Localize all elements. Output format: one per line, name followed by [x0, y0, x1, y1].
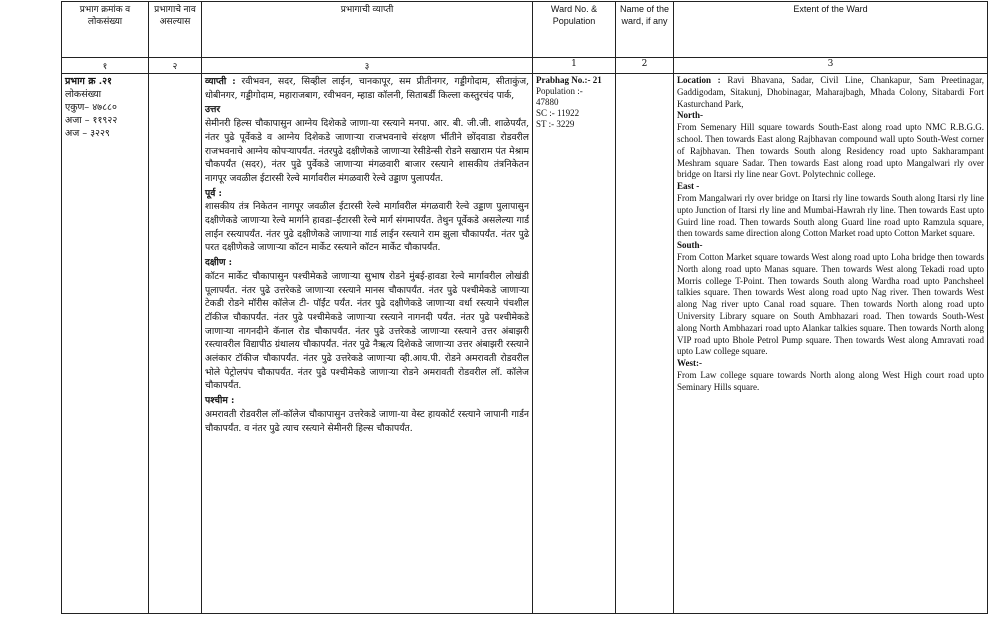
ward-row [62, 74, 988, 614]
north-label-mr: उत्तर [205, 104, 221, 116]
column-number: 3 [674, 58, 988, 74]
header-prabhag-extent: प्रभागाची व्याप्ती [202, 2, 533, 58]
population-label-en: Population :- [536, 86, 583, 96]
south-label-en: South- [677, 240, 703, 251]
header-ward-population: Ward No. & Population [533, 2, 616, 58]
population-label: लोकसंख्या [65, 89, 102, 100]
column-number: २ [149, 58, 202, 74]
west-text-mr: अमरावती रोडवरील लॉ-कॉलेज चौकापासुन उत्तरेकडे जाणा-या वेस्ट हायकोर्ट रस्त्याने जापानी गार्डन चौकापर्यंत. व नंतर पुढे त्याच रस्त्याने सेमीनरी हिल्स चौकापर्यंत. [205, 408, 529, 434]
column-number-row [62, 58, 988, 74]
north-text-mr: सेमीनरी हिल्स चौकापासुन आग्नेय दिशेकडे जाणा-या रस्त्याने मनपा. आर. बी. जी.जी. शाळेपर्यंत, नंतर पुढे पूर्वेकडे व आग्नेय दिशेकडे जाणाऱ्या राजभवनाचे संरक्षण भींतीने छोंदवाडा रोडवरील राजभवनाचे आग्नेय कोपऱ्यापर्यंत. नंतरपुढे दक्षीणेकडे जाणाऱ्या रेसीडेन्सी रोडने सखाराम पंत मेश्राम चौकपर्यंत (सदर), नंतर पुढे पुर्वेकडे जाणाऱ्या मंगळवारी बाजार रस्त्याने शासकीय तंत्रनिकेतन नागपूर जवळील ईटारसी रेल्वे मार्गावरील मंगळवारी रेल्वे उड्डाण पुलापर्यंत. [205, 118, 529, 184]
east-text-mr: शासकीय तंत्र निकेतन नागपूर जवळील ईटारसी रेल्वे मार्गावरील मंगळवारी रेल्वे उड्डाण पुलापासुन दक्षीणेकडे जाणाऱ्या रेल्वे मार्गाने हावडा–ईटारसी रेल्वे मार्ग संगमापर्यंत. तेथुन पूर्वेकडे असलेल्या गार्ड लाईन रस्त्यापर्यंत. नंतर पुढे दक्षीणेकडे जाणाऱ्या गार्ड लाईन रस्त्याने राम झुला चौकापर्यंत. नंतर पुढे परत दक्षीणेकडे जाणाऱ्या कॉटन मार्केट रस्त्याने कॉटन मार्केट चौकापर्यंत. [205, 201, 529, 254]
ward-population-cell [533, 74, 616, 614]
ward-table [61, 1, 988, 614]
south-text-en: From Cotton Market square towards West along road upto Loha bridge then towards North along road upto Manas square. Then towards West along Tekadi road upto Morris college T-Point. Then towards South along Wardha road upto Panchsheel talkies square. Then towards West along road upto Nag river. Then towards West along Nag river upto Canal road square. Then towards North along road upto University Library square on South Ambhazari road. Then towards South-West along North Ambhazari road upto Alankar talkies square. Then towards North along VIP road upto Bhole Petrol Pump square. Then towards West along Amravati road upto Law college square. [677, 251, 984, 357]
prabhag-name-cell [149, 74, 202, 614]
location-label: Location : [677, 75, 721, 85]
prabhag-no-label: Prabhag No.:- [536, 75, 591, 85]
st-population-en: ST :- 3229 [536, 119, 575, 129]
header-ward-name: Name of the ward, if any [616, 2, 674, 58]
prabhag-number: प्रभाग क्र .२१ [65, 76, 112, 87]
population-st: अज – ३२२९ [65, 128, 110, 139]
vyapti-label: व्याप्ती : [205, 76, 236, 87]
population-sc: अजा – ११९२२ [65, 115, 118, 126]
header-prabhag-name: प्रभागाचे नाव असल्यास [149, 2, 202, 58]
header-ward-extent: Extent of the Ward [674, 2, 988, 58]
ward-extent-cell [674, 74, 988, 614]
south-label-mr: दक्षीण : [205, 257, 233, 269]
header-row [62, 2, 988, 58]
population-value-en: 47880 [536, 97, 559, 107]
west-text-en: From Law college square towards North along along West High court road upto Seminary Hills square. [677, 369, 984, 392]
location-text: Ravi Bhavana, Sadar, Civil Line, Chankapur, Sam Preetinagar, Gaddigodam, Sitakunj, Dhobinagar, Maharajbagh, Mhada Colony, Sitabardi Fort Kasturchand Park, [677, 75, 984, 109]
prabhag-population-cell [62, 74, 149, 614]
column-number: ३ [202, 58, 533, 74]
north-text-en: From Semenary Hill square towards South-East along road upto NMC R.B.G.G. school. Then towards East along Rajbhavan compound wall upto South-West corner of Rajbhavan. Then towards South along Residency road upto Sakharampant Meshram square Sadar. Then towards East along road upto Mangalwari rly over bridge on Itarsi rly line near Govt. Polytechnic college. [677, 122, 984, 180]
vyapti-text: रवीभवन, सदर, सिव्हील लाईन, चानकापूर, सम प्रीतीनगर, गड्डीगोदाम, सीताकुंज, धोबीनगर, गड्डीगोदाम, महाराजबाग, रवीभवन, म्हाडा कॉलनी, सिताबर्डी किल्ला कस्तुरचंद पार्क, [205, 76, 530, 101]
ward-name-cell [616, 74, 674, 614]
prabhag-extent-cell [202, 74, 533, 614]
north-label-en: North- [677, 110, 703, 121]
column-number: 1 [533, 58, 616, 74]
south-text-mr: कॉटन मार्केट चौकापासुन पश्चीमेकडे जाणाऱ्या सुभाष रोडने मुंबई-हावडा रेल्वे मार्गावरील लोखंडी पूलापर्यंत. नंतर पुढे उत्तरेकडे जाणाऱ्या रस्त्याने मानस चौकापर्यंत. नंतर पुढे पश्चीमेकडे जाणाऱ्या टेकडी रोडने मॉरीस कॉलेज टी- पॉईंट पर्यंत. नंतर पुढे दक्षीणेकडे जाणाऱ्या वर्धा रस्त्याने पंचशील टॉकीज चौकापर्यंत. नंतर पुढे पश्चीमेकडे जाणाऱ्या रस्त्याने नागनदी पर्यंत. नंतर पुढे पश्चीमेकडे जाणाऱ्या नागनदीने कॅनाल रोड चौकापर्यंत. नंतर पुढे उत्तरेकडे जाणाऱ्या रस्त्याने उत्तर अंबाझरी रस्त्यावरील विद्यापीठ ग्रंथालय चौकापर्यंत. नंतर पुढे नैऋत्य दिशेकडे जाणाऱ्या उत्तर अंबाझरी रस्त्याने अलंकार टॉकीज चौकापर्यंत. नंतर पुढे उत्तरेकडे जाणाऱ्या व्ही.आय.पी. रोडने अमरावती रोडवरील भोले पेट्रोलपंप चौकापर्यंत. नंतर पुढे पश्चीमेकडे जाणाऱ्या रोडने अमरावती रोडवरील लॉ. कॉलेज चौकापर्यंत. [205, 270, 529, 392]
east-label-en: East - [677, 181, 700, 192]
population-total: एकुण– ४७८८० [65, 102, 117, 113]
column-number: 2 [616, 58, 674, 74]
column-number: १ [62, 58, 149, 74]
east-label-mr: पूर्व : [205, 187, 222, 199]
west-label-mr: पश्चीम : [205, 395, 235, 407]
prabhag-no-value: 21 [592, 75, 602, 85]
west-label-en: West:- [677, 358, 702, 369]
east-text-en: From Mangalwari rly over bridge on Itarsi rly line towards South along Itarsi rly line upto Junction of Itarsi rly line and Mumbai-Hawrah rly line. Then towards East upto Guird line road. Then towards South along Guard line road upto Ramzula square, then towards same direction along Cotton Market road upto Cotton Market square. [677, 192, 984, 239]
header-prabhag-number: प्रभाग क्रमांक व लोकसंख्या [62, 2, 149, 58]
sc-population-en: SC :- 11922 [536, 108, 580, 118]
